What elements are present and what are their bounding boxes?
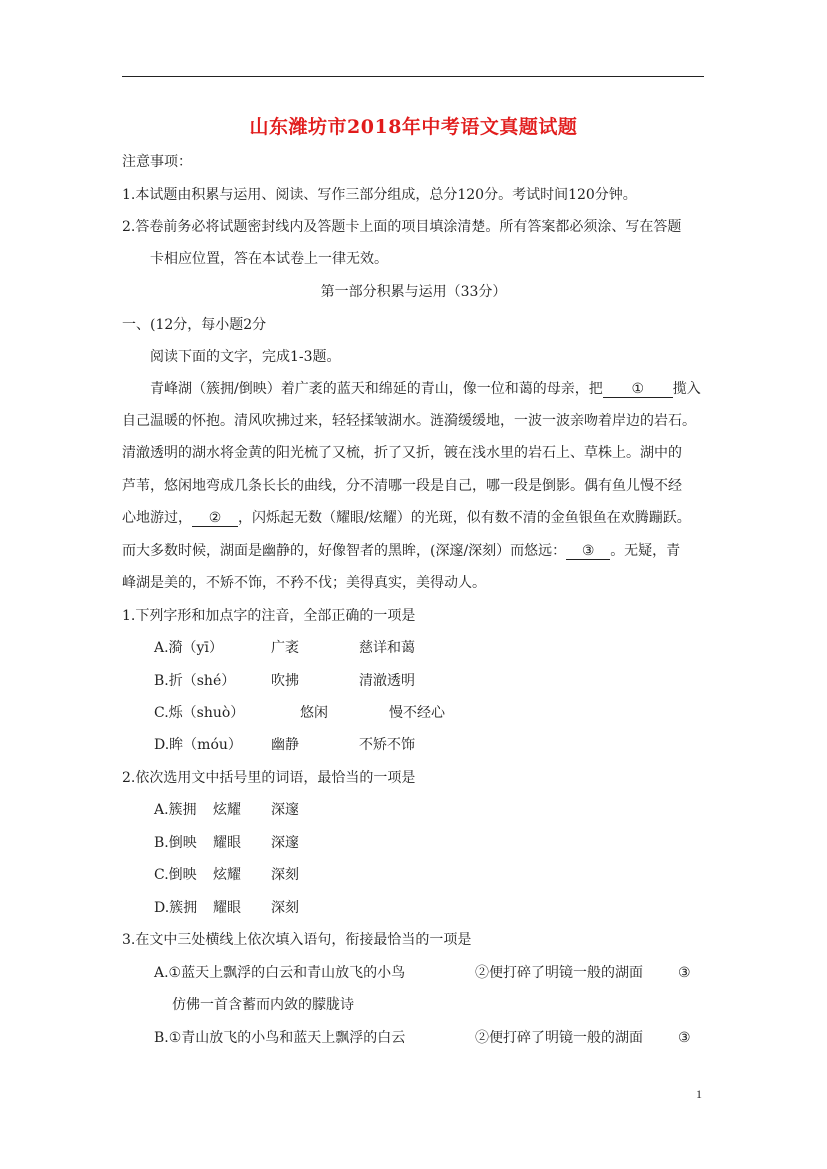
page-number: 1 xyxy=(696,1087,702,1101)
notes-item-1: 1.本试题由积累与运用、阅读、写作三部分组成，总分120分。考试时间120分钟。 xyxy=(122,187,637,203)
passage-line-4: 芦苇，悠闲地弯成几条长长的曲线，分不清哪一段是自己，哪一段是倒影。偶有鱼儿慢不经 xyxy=(122,478,682,494)
q1-option-b-word: 清澈透明 xyxy=(359,673,415,689)
q3-option-a-part-3: ③ xyxy=(678,965,691,981)
q1-option-d-word: 幽静 xyxy=(271,737,299,753)
passage-text: 。无疑，青 xyxy=(610,543,681,559)
notes-heading: 注意事项： xyxy=(122,154,192,170)
q2-option-a-word: 炫耀 xyxy=(213,802,241,818)
question-2-stem: 2.依次选用文中括号里的词语，最恰当的一项是 xyxy=(122,770,416,786)
q2-option-b: B.倒映 xyxy=(154,835,197,851)
q1-option-c-word: 悠闲 xyxy=(300,705,328,721)
q1-option-a-word: 慈详和蔼 xyxy=(359,640,415,656)
q1-option-b: B.折（shé） xyxy=(154,673,236,689)
passage-text: 揽入 xyxy=(672,381,701,397)
blank-3: ③ xyxy=(566,543,610,560)
q2-option-d: D.簇拥 xyxy=(154,900,198,916)
q3-option-a-part-1: A.①蓝天上飘浮的白云和青山放飞的小鸟 xyxy=(154,965,406,981)
blank-2: ② xyxy=(192,510,238,527)
passage-line-2: 自己温暖的怀抱。清风吹拂过来，轻轻揉皱湖水。涟漪缓缓地，一波一波亲吻着岸边的岩石。 xyxy=(122,413,696,429)
notes-item-2-line-2: 卡相应位置，答在本试卷上一律无效。 xyxy=(150,251,388,267)
q1-option-c: C.烁（shuò） xyxy=(154,705,245,721)
passage-line-3: 清澈透明的湖水将金黄的阳光梳了又梳，折了又折，镀在浅水里的岩石上、草株上。湖中的 xyxy=(122,445,682,461)
passage-text: ，闪烁起无数（耀眼/炫耀）的光斑，似有数不清的金鱼银鱼在欢腾蹦跃。 xyxy=(238,510,691,526)
q3-option-a-part-2: ②便打碎了明镜一般的湖面 xyxy=(475,965,643,981)
part1-heading: 第一部分积累与运用（33分） xyxy=(320,284,507,300)
q2-option-b-word: 深邃 xyxy=(271,835,299,851)
q2-option-a: A.簇拥 xyxy=(154,802,197,818)
q3-option-a-line-2: 仿佛一首含蓄而内敛的朦胧诗 xyxy=(172,997,354,1013)
q2-option-c-word: 深刻 xyxy=(271,867,299,883)
section1-heading: 一、(12分，每小题2分 xyxy=(122,317,267,333)
q1-option-a-word: 广袤 xyxy=(271,640,299,656)
q3-option-b-part-2: ②便打碎了明镜一般的湖面 xyxy=(475,1030,643,1046)
passage-text: 而大多数时候，湖面是幽静的，好像智者的黑眸，(深邃/深刻）而悠远： xyxy=(122,543,567,559)
passage-line-6 xyxy=(122,542,680,560)
q2-option-d-word: 耀眼 xyxy=(213,900,241,916)
q1-option-d: D.眸（móu） xyxy=(154,737,242,753)
q2-option-b-word: 耀眼 xyxy=(213,835,241,851)
q3-option-b-part-1: B.①青山放飞的小鸟和蓝天上飘浮的白云 xyxy=(154,1030,406,1046)
passage-text: 心地游过， xyxy=(122,510,192,526)
q2-option-c-word: 炫耀 xyxy=(213,867,241,883)
q3-option-b-part-3: ③ xyxy=(678,1030,691,1046)
q2-option-c: C.倒映 xyxy=(154,867,197,883)
page-title: 山东潍坊市2018年中考语文真题试题 xyxy=(249,116,578,138)
passage-text: 青峰湖（簇拥/倒映）着广袤的蓝天和绵延的青山，像一位和蔼的母亲，把 xyxy=(150,381,603,397)
q1-option-b-word: 吹拂 xyxy=(271,673,299,689)
notes-item-2-line-1: 2.答卷前务必将试题密封线内及答题卡上面的项目填涂清楚。所有答案都必须涂、写在答题 xyxy=(122,219,682,235)
header-rule xyxy=(122,76,704,77)
q1-option-a: A.漪（yī） xyxy=(154,640,223,656)
passage-line-1 xyxy=(150,380,701,398)
q1-option-d-word: 不矫不饰 xyxy=(359,737,415,753)
q2-option-d-word: 深刻 xyxy=(271,900,299,916)
q2-option-a-word: 深邃 xyxy=(271,802,299,818)
passage-line-5 xyxy=(122,509,691,527)
question-3-stem: 3.在文中三处横线上依次填入语句，衔接最恰当的一项是 xyxy=(122,932,472,948)
question-1-stem: 1.下列字形和加点字的注音，全部正确的一项是 xyxy=(122,608,416,624)
passage-line-7: 峰湖是美的，不矫不饰，不矜不伐；美得真实，美得动人。 xyxy=(122,575,486,591)
reading-intro: 阅读下面的文字，完成1-3题。 xyxy=(150,349,341,365)
blank-1: ① xyxy=(603,381,673,398)
q1-option-c-word: 慢不经心 xyxy=(389,705,445,721)
